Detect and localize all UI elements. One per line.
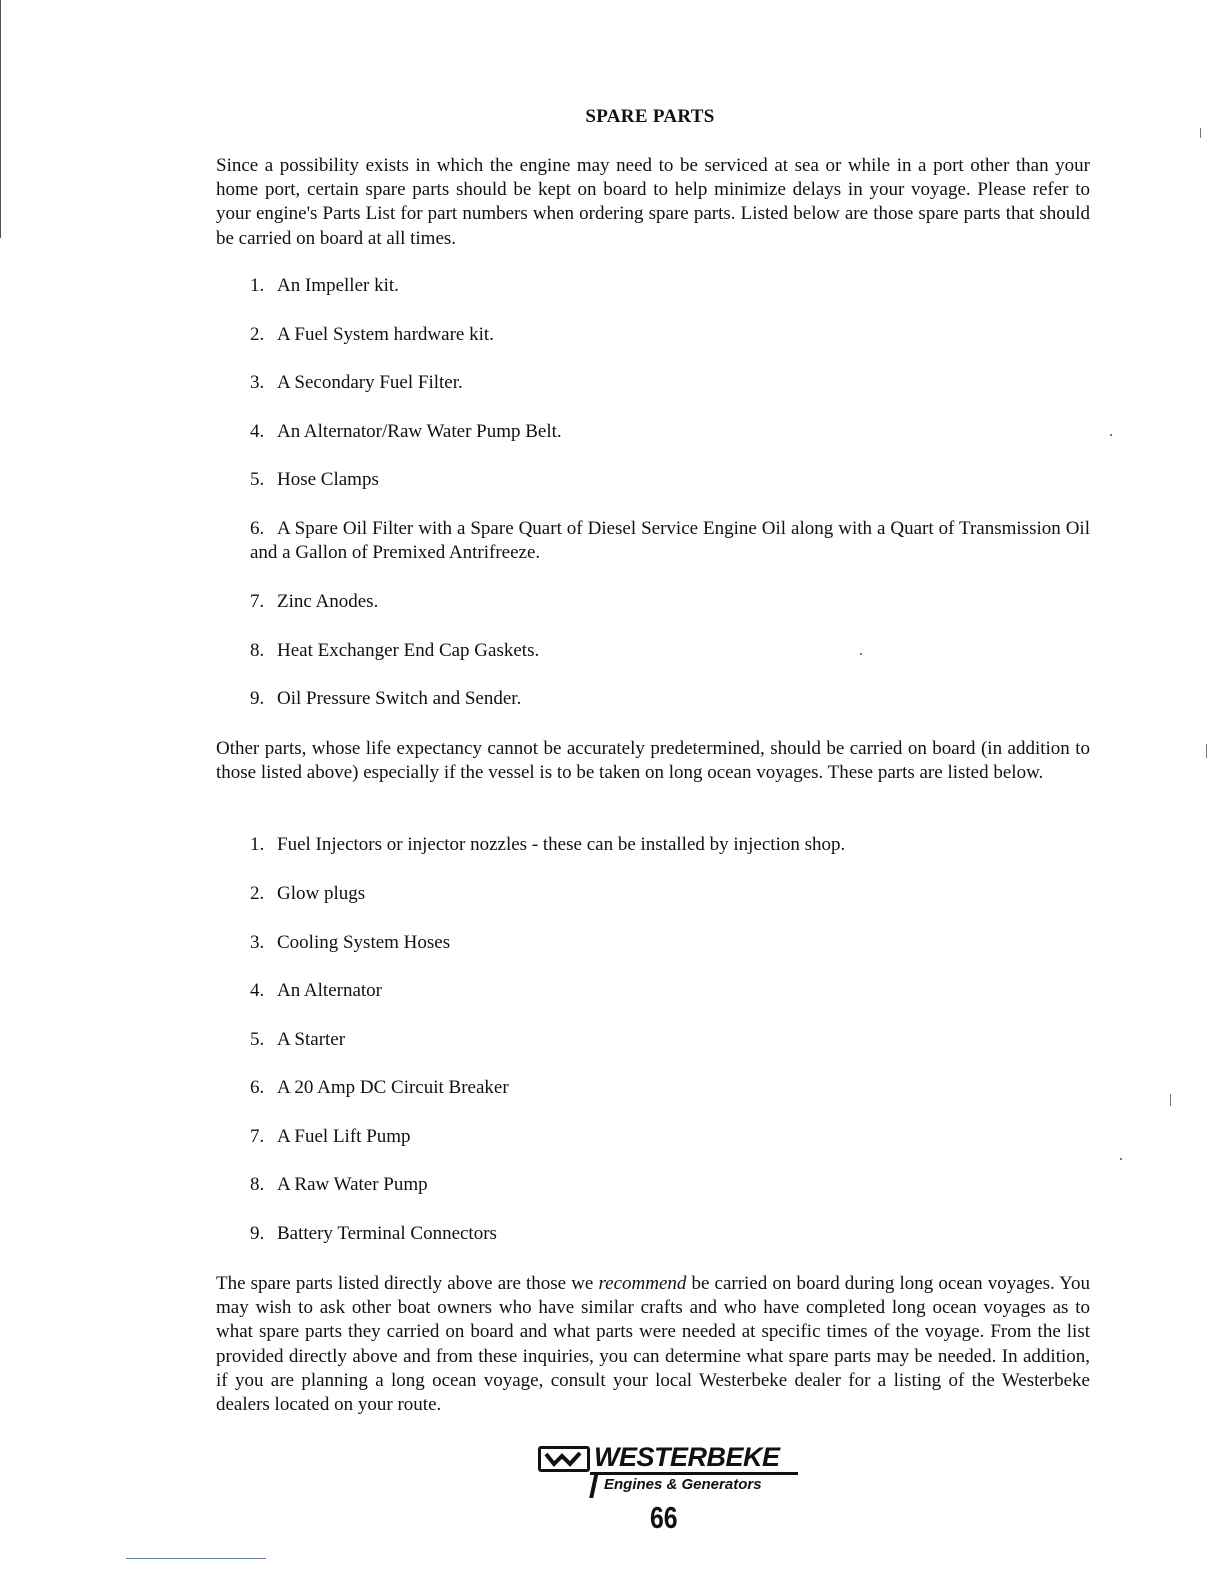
- list-item-text: A Fuel Lift Pump: [277, 1126, 411, 1147]
- list-item: [250, 931, 1090, 955]
- page-number: 66: [650, 1500, 678, 1535]
- brand-name: WESTERBEKE: [594, 1442, 780, 1472]
- list-item-text: A Spare Oil Filter with a Spare Quart of Diesel Service Engine Oil along with a Quart of Transmission Oil and a Gallon of Premixed Antrifreeze.: [250, 518, 1090, 564]
- list-item: [250, 1173, 1090, 1197]
- list-item-text: Fuel Injectors or injector nozzles - these can be installed by injection shop.: [277, 834, 846, 855]
- westerbeke-logo: [538, 1442, 800, 1500]
- list-item: [250, 1222, 1090, 1246]
- scan-speck: [1206, 744, 1207, 758]
- list-item-text: A Secondary Fuel Filter.: [277, 372, 463, 393]
- list-item: [250, 274, 1090, 298]
- list-item-number: 1.: [250, 834, 265, 855]
- list-item-number: 7.: [250, 1126, 265, 1147]
- list-item: [250, 1125, 1090, 1149]
- closing-emphasis: recommend: [598, 1273, 687, 1294]
- list-item-text: Zinc Anodes.: [277, 591, 379, 612]
- list-item-text: An Alternator/Raw Water Pump Belt.: [277, 421, 562, 442]
- list-item: [250, 371, 1090, 395]
- list-item-text: A Starter: [277, 1029, 346, 1050]
- list-item-text: Cooling System Hoses: [277, 932, 451, 953]
- scan-speck: [1110, 434, 1112, 436]
- list-item: [250, 323, 1090, 347]
- list-item-number: 3.: [250, 372, 265, 393]
- list-item-text: Battery Terminal Connectors: [277, 1223, 497, 1244]
- scan-speck: [1170, 1094, 1171, 1106]
- list-item: [250, 1028, 1090, 1052]
- list-item-text: A Raw Water Pump: [277, 1174, 428, 1195]
- list-item-number: 1.: [250, 275, 265, 296]
- list-item-text: A Fuel System hardware kit.: [277, 324, 494, 345]
- middle-paragraph: Other parts, whose life expectancy cannot be accurately predetermined, should be carried on board (in addition to those listed above) especially if the vessel is to be taken on long ocean voyages. These parts are listed below.: [216, 738, 1090, 784]
- list-item-number: 8.: [250, 1174, 265, 1195]
- closing-paragraph: [216, 1272, 1090, 1417]
- list-item-text: Oil Pressure Switch and Sender.: [277, 688, 522, 709]
- intro-paragraph: Since a possibility exists in which the engine may need to be serviced at sea or while in a port other than your home port, certain spare parts should be kept on board to help minimize delays in your voyage. Please refer to your engine's Parts List for part numbers when ordering spare parts. Listed below are those spare parts that should be carried on board at all times.: [216, 155, 1090, 249]
- list-item-number: 5.: [250, 469, 265, 490]
- list-item-number: 2.: [250, 324, 265, 345]
- list-item: [250, 833, 1090, 857]
- brand-stem: [589, 1472, 599, 1498]
- list-item-number: 4.: [250, 421, 265, 442]
- list-item: [250, 517, 1090, 565]
- scan-speck: [1120, 1158, 1122, 1160]
- list-item-number: 3.: [250, 932, 265, 953]
- list-item-text: Hose Clamps: [277, 469, 379, 490]
- closing-text-end: be carried on board during long ocean voyages. You may wish to ask other boat owners who have similar crafts and who have completed long ocean voyages as to what spare parts they carried on board and what parts were needed at specific times of the voyage. From the list provided directly above and from these inquiries, you can determine what spare parts may be needed. In addition, if you are planning a long ocean voyage, consult your local Westerbeke dealer for a listing of the Westerbeke dealers located on your route.: [216, 1273, 1091, 1416]
- list-item: [250, 420, 1090, 444]
- list-item: [250, 882, 1090, 906]
- list-item-text: Glow plugs: [277, 883, 366, 904]
- list-item-text: An Impeller kit.: [277, 275, 399, 296]
- list-item-number: 4.: [250, 980, 265, 1001]
- list-item-number: 8.: [250, 640, 265, 661]
- list-item: [250, 1076, 1090, 1100]
- list-item-number: 6.: [250, 1077, 265, 1098]
- list-item-text: A 20 Amp DC Circuit Breaker: [277, 1077, 509, 1098]
- list-item: [250, 979, 1090, 1003]
- page-title: SPARE PARTS: [585, 106, 715, 127]
- list-item: [250, 468, 1090, 492]
- closing-text-start: The spare parts listed directly above are those we: [216, 1273, 599, 1294]
- scan-speck: [1200, 128, 1201, 138]
- list-item: [250, 687, 1090, 711]
- list-item: [250, 590, 1090, 614]
- brand-underline: [590, 1472, 798, 1475]
- list-item-number: 9.: [250, 688, 265, 709]
- list-item-number: 9.: [250, 1223, 265, 1244]
- list-item-text: An Alternator: [277, 980, 383, 1001]
- list-item-number: 5.: [250, 1029, 265, 1050]
- list-item-text: Heat Exchanger End Cap Gaskets.: [277, 640, 540, 661]
- brand-tagline: Engines & Generators: [604, 1476, 762, 1493]
- list-item-number: 6.: [250, 518, 265, 539]
- list-item-number: 7.: [250, 591, 265, 612]
- list-item: [250, 639, 1090, 663]
- scan-speck: [860, 653, 862, 655]
- footer-rule: [126, 1558, 266, 1559]
- westerbeke-w-icon: [538, 1446, 590, 1472]
- list-item-number: 2.: [250, 883, 265, 904]
